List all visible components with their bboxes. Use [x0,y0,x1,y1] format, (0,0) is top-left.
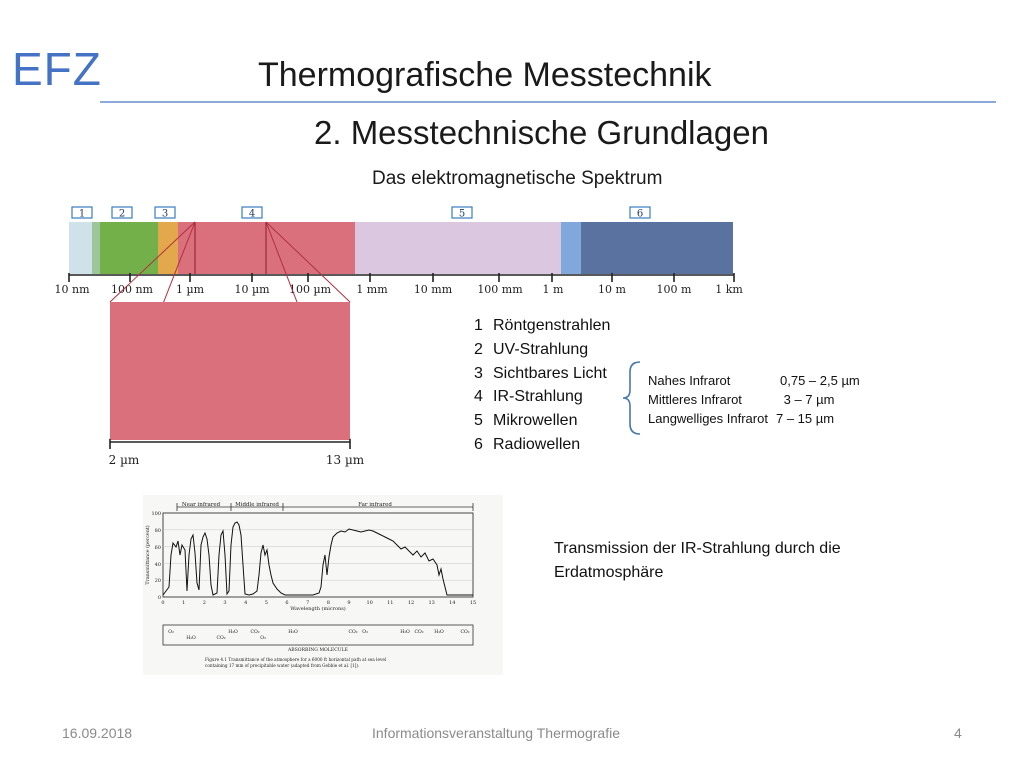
transmission-caption: Transmission der IR-Strahlung durch die Erdatmosphäre [554,540,841,581]
scale-labels [54,283,743,296]
scale-label-1um: 1 µm [175,283,205,296]
scale-label-10mm: 10 mm [413,283,453,296]
title-rule [100,101,996,103]
scale-axis [69,273,734,282]
band-radio-light [561,222,581,274]
transmission-figure [143,495,503,675]
molecule-label: CO₂ [250,630,260,635]
molecule-label: H₂O [228,630,238,635]
x-tick: 11 [387,600,394,606]
legend-label: UV-Strahlung [493,340,589,358]
molecule-label: H₂O [186,636,196,641]
spectrum-bands [69,222,733,274]
logo: EFZ [12,43,102,95]
scale-label-100mm: 100 mm [477,283,523,296]
band-xray [69,222,92,274]
section-title: 2. Messtechnische Grundlagen [314,114,769,151]
band-number-4: 4 [248,208,256,220]
x-tick: 5 [264,600,268,606]
page-number: 4 [954,725,962,741]
ir-range-row [648,409,860,428]
y-axis-label: Transmittance (percent) [146,525,151,585]
band-number-5: 5 [458,208,466,220]
band-legend [474,314,610,457]
y-tick: 80 [154,528,161,534]
scale-label-10m: 10 m [598,283,626,296]
ir-zoom-box [110,302,350,440]
x-tick: 14 [449,600,456,606]
x-tick: 6 [285,600,289,606]
ir-range-name: Langwelliges Infrarot [648,411,768,426]
absorbing-molecule-label: ABSORBING MOLECULE [287,648,349,653]
ir-range-name: Mittleres Infrarot [648,392,742,407]
x-tick: 15 [469,600,477,606]
legend-item [474,433,610,457]
molecule-label: H₂O [400,630,410,635]
x-tick: 7 [306,600,310,606]
molecule-label: H₂O [434,630,444,635]
scale-label-1km: 1 km [715,283,743,296]
legend-item [474,362,610,386]
x-tick: 3 [223,600,227,606]
x-tick: 1 [182,600,186,606]
scale-label-100nm: 100 nm [110,283,154,296]
molecule-label: O₃ [362,630,368,635]
scale-label-10nm: 10 nm [54,283,90,296]
zoom-label-2um: 2 µm [108,453,140,467]
y-tick: 0 [157,595,161,601]
legend-num: 2 [474,340,483,358]
legend-num: 3 [474,364,483,382]
band-number-boxes [72,207,650,220]
y-tick: 40 [154,562,161,568]
molecule-label: H₂O [288,630,298,635]
page-title: Thermografische Messtechnik [258,56,712,94]
scale-label-1mm: 1 mm [356,283,388,296]
scale-label-100m: 100 m [656,283,692,296]
legend-label: IR-Strahlung [493,388,583,406]
ir-range-table [648,371,860,428]
legend-label: Röntgenstrahlen [493,317,611,334]
y-tick: 60 [154,545,161,551]
x-tick: 2 [202,600,206,606]
x-tick: 10 [366,600,373,606]
x-tick: 8 [326,600,330,606]
legend-label: Radiowellen [493,435,581,453]
footer-title: Informationsveranstaltung Thermografie [372,725,620,741]
band-number-2: 2 [118,208,126,220]
x-tick: 13 [428,600,435,606]
ir-range-value: 7 – 15 µm [776,411,835,426]
figure-caption-line-1: Figure 4.1 Transmittance of the atmosphere for a 6000 ft horizontal path at sea level [205,657,387,662]
curly-brace-icon [620,360,644,436]
band-uv [92,222,100,274]
region-label-near: Near infrared [181,502,221,508]
footer-date: 16.09.2018 [62,725,133,741]
ir-range-value: 0,75 – 2,5 µm [780,373,860,388]
ir-range-name: Nahes Infrarot [648,373,731,388]
x-tick: 4 [244,600,248,606]
molecule-label: O₂ [168,630,174,635]
band-microwave [355,222,561,274]
ir-range-row [648,371,860,390]
legend-num: 5 [474,412,483,430]
region-label-far: Far infrared [358,502,392,508]
ir-range-row [648,390,860,409]
band-radio-dark [581,222,733,274]
legend-item [474,385,610,409]
figure-caption-line-2: containing 17 mm of precipitable water (adapted from Gebbie et al. [1]). [205,663,360,668]
molecule-label: CO₂ [414,630,424,635]
x-tick: 9 [347,600,351,606]
scale-label-10um: 10 µm [234,283,270,296]
scale-label-1m: 1 m [542,283,564,296]
band-number-1: 1 [78,208,86,220]
band-number-6: 6 [636,208,644,220]
x-tick: 0 [161,600,165,606]
band-number-3: 3 [161,208,169,220]
molecule-label: CO₂ [460,630,470,635]
scale-label-100um: 100 µm [288,283,332,296]
legend-item [474,409,610,433]
legend-item [474,314,610,338]
x-tick: 12 [407,600,415,606]
legend-label: Sichtbares Licht [493,364,607,382]
zoom-label-13um: 13 µm [325,453,365,467]
ir-range-value: 3 – 7 µm [780,392,835,407]
region-label-middle: Middle infrared [235,502,279,508]
band-visible-green [100,222,158,274]
y-tick: 20 [154,578,161,584]
legend-label: Mikrowellen [493,412,578,430]
legend-num: 1 [474,317,483,334]
legend-num: 4 [474,388,483,406]
molecule-label: CO₂ [216,636,226,641]
em-spectrum-diagram [0,195,760,470]
legend-item [474,338,610,362]
legend-num: 6 [474,435,483,453]
x-axis-label: Wavelength (microns) [290,606,346,612]
y-tick: 100 [151,511,161,517]
molecule-label: O₃ [260,636,266,641]
molecule-label: CO₂ [348,630,358,635]
subsection-title: Das elektromagnetische Spektrum [372,168,663,189]
